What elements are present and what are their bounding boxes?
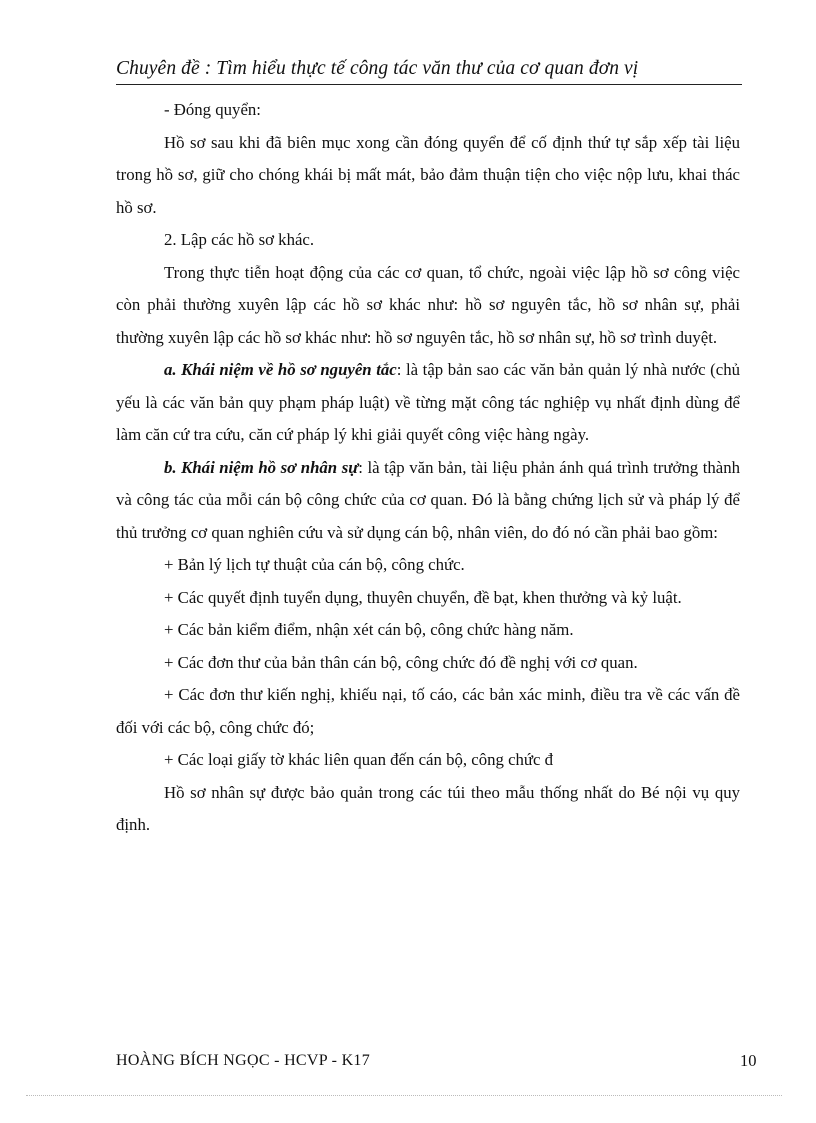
bottom-divider — [26, 1095, 782, 1096]
principle-records-definition: : là tập bản sao các văn bản quản lý nhà nước (chủ yếu là các văn bản quy phạm pháp luật) về từng mặt công tác nghiệp vụ nhất định dùng để làm căn cứ tra cứu, căn cứ pháp lý khi giải quyết công việc hàng ngày. — [116, 360, 740, 444]
paragraph-principle-records — [116, 354, 740, 452]
paragraph-binding-description: Hồ sơ sau khi đã biên mục xong cần đóng quyển để cố định thứ tự sắp xếp tài liệu trong hồ sơ, giữ cho chóng khái bị mất mát, bảo đảm thuận tiện cho việc nộp lưu, khai thác hồ sơ. — [116, 132, 740, 217]
paragraph-other-records: Trong thực tiễn hoạt động của các cơ quan, tổ chức, ngoài việc lập hồ sơ công việc còn phải thường xuyên lập các hồ sơ khác như: hồ sơ nguyên tắc, hồ sơ nhân sự, phải thường xuyên lập các hồ sơ khác như: hồ sơ nguyên tắc, hồ sơ nhân sự, hồ sơ trình duyệt. — [116, 262, 740, 347]
list-item: + Các quyết định tuyển dụng, thuyên chuyển, đề bạt, khen thưởng và kỷ luật. — [164, 587, 682, 607]
list-item: + Các đơn thư kiến nghị, khiếu nại, tố cáo, các bản xác minh, điều tra về các vấn đề đối với các bộ, công chức đó; — [116, 685, 740, 737]
paragraph-storage: Hồ sơ nhân sự được bảo quản trong các túi theo mẫu thống nhất do Bé nội vụ quy định. — [116, 782, 740, 834]
personnel-records-definition: : là tập văn bản, tài liệu phản ánh quá trình trưởng thành và công tác của mỗi cán bộ công chức của cơ quan. Đó là bằng chứng lịch sử và pháp lý để thủ trưởng cơ quan nghiên cứu và sử dụng cán bộ, nhân viên, do đó nó cần phải bao gồm: — [116, 457, 740, 542]
list-item: + Bản lý lịch tự thuật của cán bộ, công chức. — [164, 555, 465, 574]
personnel-records-term: b. Khái niệm hồ sơ nhân sự — [164, 457, 359, 477]
paragraph-binding-heading: - Đóng quyển: — [164, 100, 261, 119]
paragraph-personnel-records — [116, 452, 740, 550]
principle-records-term: a. Khái niệm về hồ sơ nguyên tắc — [164, 360, 397, 379]
page-number: 10 — [740, 1051, 757, 1070]
page-header-title: Chuyên đề : Tìm hiểu thực tế công tác văn thư của cơ quan đơn vị — [116, 58, 639, 79]
header-divider — [116, 84, 742, 85]
document-body — [116, 94, 740, 842]
list-item: + Các bản kiểm điểm, nhận xét cán bộ, công chức hàng năm. — [164, 620, 574, 639]
list-item: + Các đơn thư của bản thân cán bộ, công chức đó đề nghị với cơ quan. — [164, 652, 638, 672]
footer-author: HOÀNG BÍCH NGỌC - HCVP - K17 — [116, 1052, 371, 1069]
section-heading-other-records: 2. Lập các hồ sơ khác. — [164, 230, 315, 249]
list-item: + Các loại giấy tờ khác liên quan đến cán bộ, công chức đ — [164, 750, 554, 769]
